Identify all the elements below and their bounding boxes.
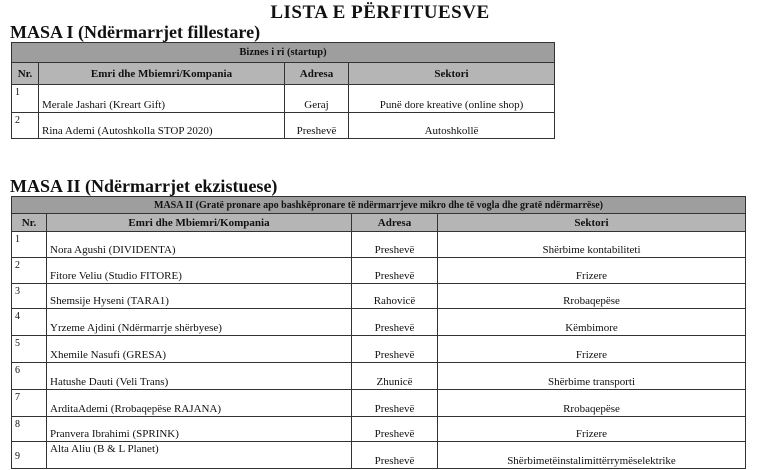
col-address-header: Adresa [285, 63, 349, 85]
row-number: 9 [12, 442, 47, 469]
row-sector: Shërbimetëinstalimittërrymëselektrike [438, 442, 746, 469]
col-name-header: Emri dhe Mbiemri/Kompania [47, 214, 352, 232]
row-number: 1 [12, 85, 39, 113]
row-name: Pranvera Ibrahimi (SPRINK) [47, 417, 352, 442]
row-address: Rahovicë [352, 284, 438, 309]
row-address: Preshevë [352, 258, 438, 284]
table-row [12, 442, 746, 469]
section2-banner: MASA II (Gratë pronare apo bashkëpronare të ndërmarrjeve mikro dhe të vogla dhe gratë ndërmarrëse) [12, 197, 746, 214]
row-name: Rina Ademi (Autoshkolla STOP 2020) [39, 113, 285, 139]
row-number: 6 [12, 363, 47, 390]
table-row [12, 417, 746, 442]
table-row [12, 284, 746, 309]
row-name: Yrzeme Ajdini (Ndërmarrje shërbyese) [47, 309, 352, 336]
row-number: 7 [12, 390, 47, 417]
row-name: Nora Agushi (DIVIDENTA) [47, 232, 352, 258]
col-name-header: Emri dhe Mbiemri/Kompania [39, 63, 285, 85]
table-row [12, 85, 555, 113]
row-address: Preshevë [352, 309, 438, 336]
row-sector: Punë dore kreative (online shop) [349, 85, 555, 113]
row-address: Preshevë [352, 336, 438, 363]
row-sector: Shërbime transporti [438, 363, 746, 390]
row-name: Hatushe Dauti (Veli Trans) [47, 363, 352, 390]
table-row [12, 363, 746, 390]
row-sector: Frizere [438, 336, 746, 363]
document-title: LISTA E PËRFITUESVE [270, 2, 490, 23]
row-address: Preshevë [352, 417, 438, 442]
row-address: Preshevë [352, 442, 438, 469]
section2-heading: MASA II (Ndërmarrjet ekzistuese) [10, 176, 278, 196]
row-name: Fitore Veliu (Studio FITORE) [47, 258, 352, 284]
row-sector: Rrobaqepëse [438, 390, 746, 417]
row-number: 4 [12, 309, 47, 336]
row-address: Zhunicë [352, 363, 438, 390]
row-name: Alta Aliu (B & L Planet) [47, 442, 352, 469]
section1-heading: MASA I (Ndërmarrjet fillestare) [10, 22, 261, 42]
row-name: Shemsije Hyseni (TARA1) [47, 284, 352, 309]
row-sector: Rrobaqepëse [438, 284, 746, 309]
row-address: Geraj [285, 85, 349, 113]
row-number: 8 [12, 417, 47, 442]
row-sector: Autoshkollë [349, 113, 555, 139]
row-sector: Frizere [438, 417, 746, 442]
row-number: 1 [12, 232, 47, 258]
col-sector-header: Sektori [349, 63, 555, 85]
row-number: 2 [12, 113, 39, 139]
table-row [12, 258, 746, 284]
table-row [12, 390, 746, 417]
col-nr-header: Nr. [12, 63, 39, 85]
section1-banner: Biznes i ri (startup) [12, 43, 555, 63]
row-name: Merale Jashari (Kreart Gift) [39, 85, 285, 113]
row-number: 3 [12, 284, 47, 309]
row-sector: Shërbime kontabiliteti [438, 232, 746, 258]
row-address: Preshevë [285, 113, 349, 139]
row-sector: Këmbimore [438, 309, 746, 336]
row-sector: Frizere [438, 258, 746, 284]
row-address: Preshevë [352, 232, 438, 258]
row-name: Xhemile Nasufi (GRESA) [47, 336, 352, 363]
table-row [12, 113, 555, 139]
table-row [12, 336, 746, 363]
row-name: ArditaAdemi (Rrobaqepëse RAJANA) [47, 390, 352, 417]
section1-table [11, 42, 555, 139]
row-number: 5 [12, 336, 47, 363]
row-number: 2 [12, 258, 47, 284]
section2-table [11, 196, 746, 469]
col-nr-header: Nr. [12, 214, 47, 232]
row-address: Preshevë [352, 390, 438, 417]
col-sector-header: Sektori [438, 214, 746, 232]
col-address-header: Adresa [352, 214, 438, 232]
table-row [12, 309, 746, 336]
table-row [12, 232, 746, 258]
